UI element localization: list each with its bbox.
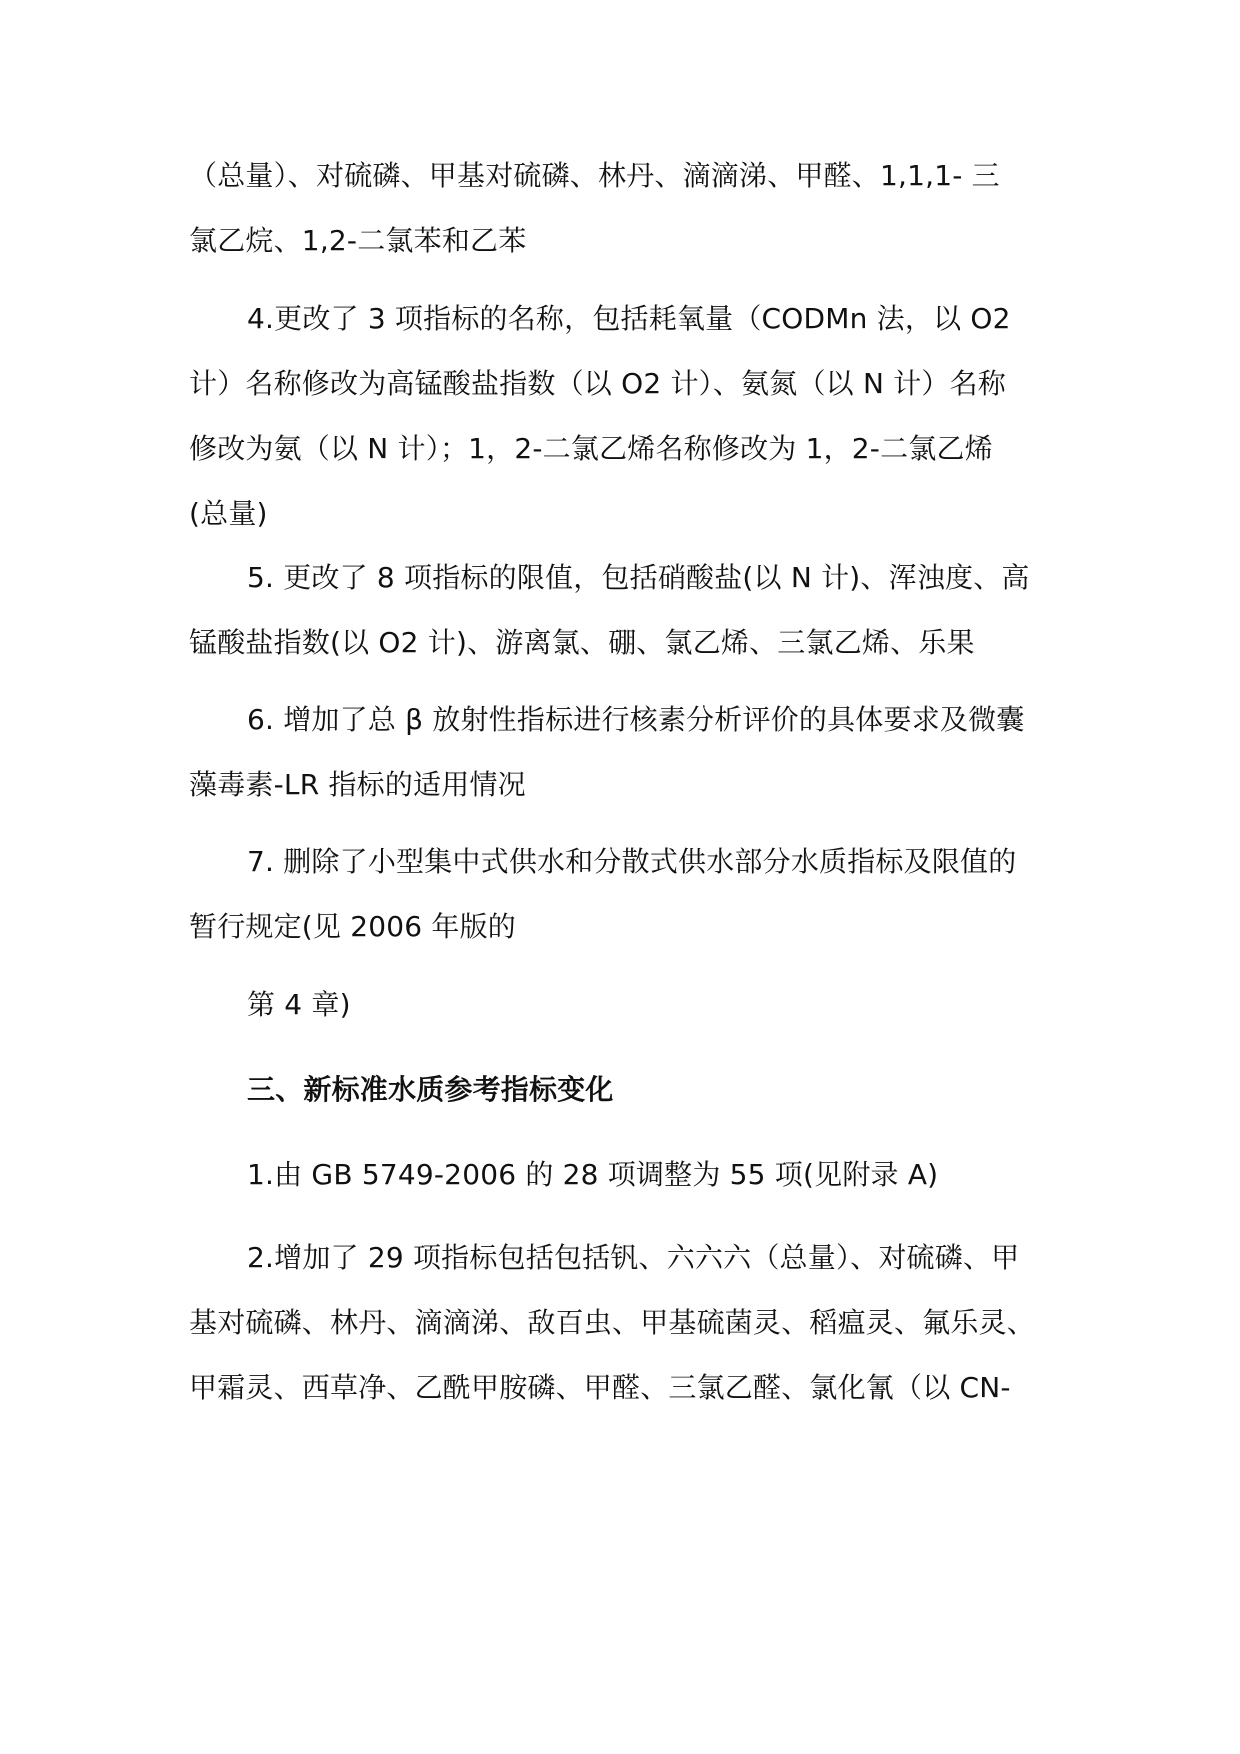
text-line: 氯乙烷、1,2-二氯苯和乙苯	[189, 224, 527, 257]
paragraph-ref-item-2	[189, 1225, 1059, 1420]
text-line: 藻毒素-LR 指标的适用情况	[189, 768, 526, 801]
text-line: 甲霜灵、西草净、乙酰甲胺磷、甲醛、三氯乙醛、氯化氰（以 CN-	[189, 1371, 1011, 1404]
text-line: (总量)	[189, 497, 268, 530]
paragraph-item-7	[189, 829, 1059, 959]
text-line: 锰酸盐指数(以 O2 计)、游离氯、硼、氯乙烯、三氯乙烯、乐果	[189, 626, 975, 659]
paragraph-item-4	[189, 286, 1059, 546]
text-line: 基对硫磷、林丹、滴滴涕、敌百虫、甲基硫菌灵、稻瘟灵、氟乐灵、	[189, 1306, 1036, 1339]
text-line: 2.增加了 29 项指标包括包括钒、六六六（总量）、对硫磷、甲	[247, 1241, 1020, 1274]
section-heading	[189, 1057, 1059, 1122]
paragraph-item-5	[189, 545, 1059, 675]
text-line: 修改为氨（以 N 计）；1，2-二氯乙烯名称修改为 1，2-二氯乙烯	[189, 432, 993, 465]
text-line: 暂行规定(见 2006 年版的	[189, 910, 516, 943]
section-title: 三、新标准水质参考指标变化	[247, 1073, 614, 1106]
text-line: 1.由 GB 5749-2006 的 28 项调整为 55 项(见附录 A)	[247, 1158, 939, 1191]
text-line: 第 4 章)	[247, 988, 351, 1021]
paragraph-continuation-indicators	[189, 143, 1059, 273]
paragraph-chapter-ref	[189, 972, 1059, 1037]
text-line: 4.更改了 3 项指标的名称，包括耗氧量（CODMn 法，以 O2	[247, 302, 1011, 335]
paragraph-ref-item-1	[189, 1142, 1059, 1207]
text-line: 计）名称修改为高锰酸盐指数（以 O2 计）、氨氮（以 N 计）名称	[189, 367, 1007, 400]
text-line: 7. 删除了小型集中式供水和分散式供水部分水质指标及限值的	[247, 845, 1017, 878]
paragraph-item-6	[189, 687, 1059, 817]
text-line: 6. 增加了总 β 放射性指标进行核素分析评价的具体要求及微囊	[247, 703, 1025, 736]
text-line: 5. 更改了 8 项指标的限值，包括硝酸盐(以 N 计)、浑浊度、高	[247, 561, 1030, 594]
text-line: （总量）、对硫磷、甲基对硫磷、林丹、滴滴涕、甲醛、1,1,1- 三	[189, 159, 1000, 192]
